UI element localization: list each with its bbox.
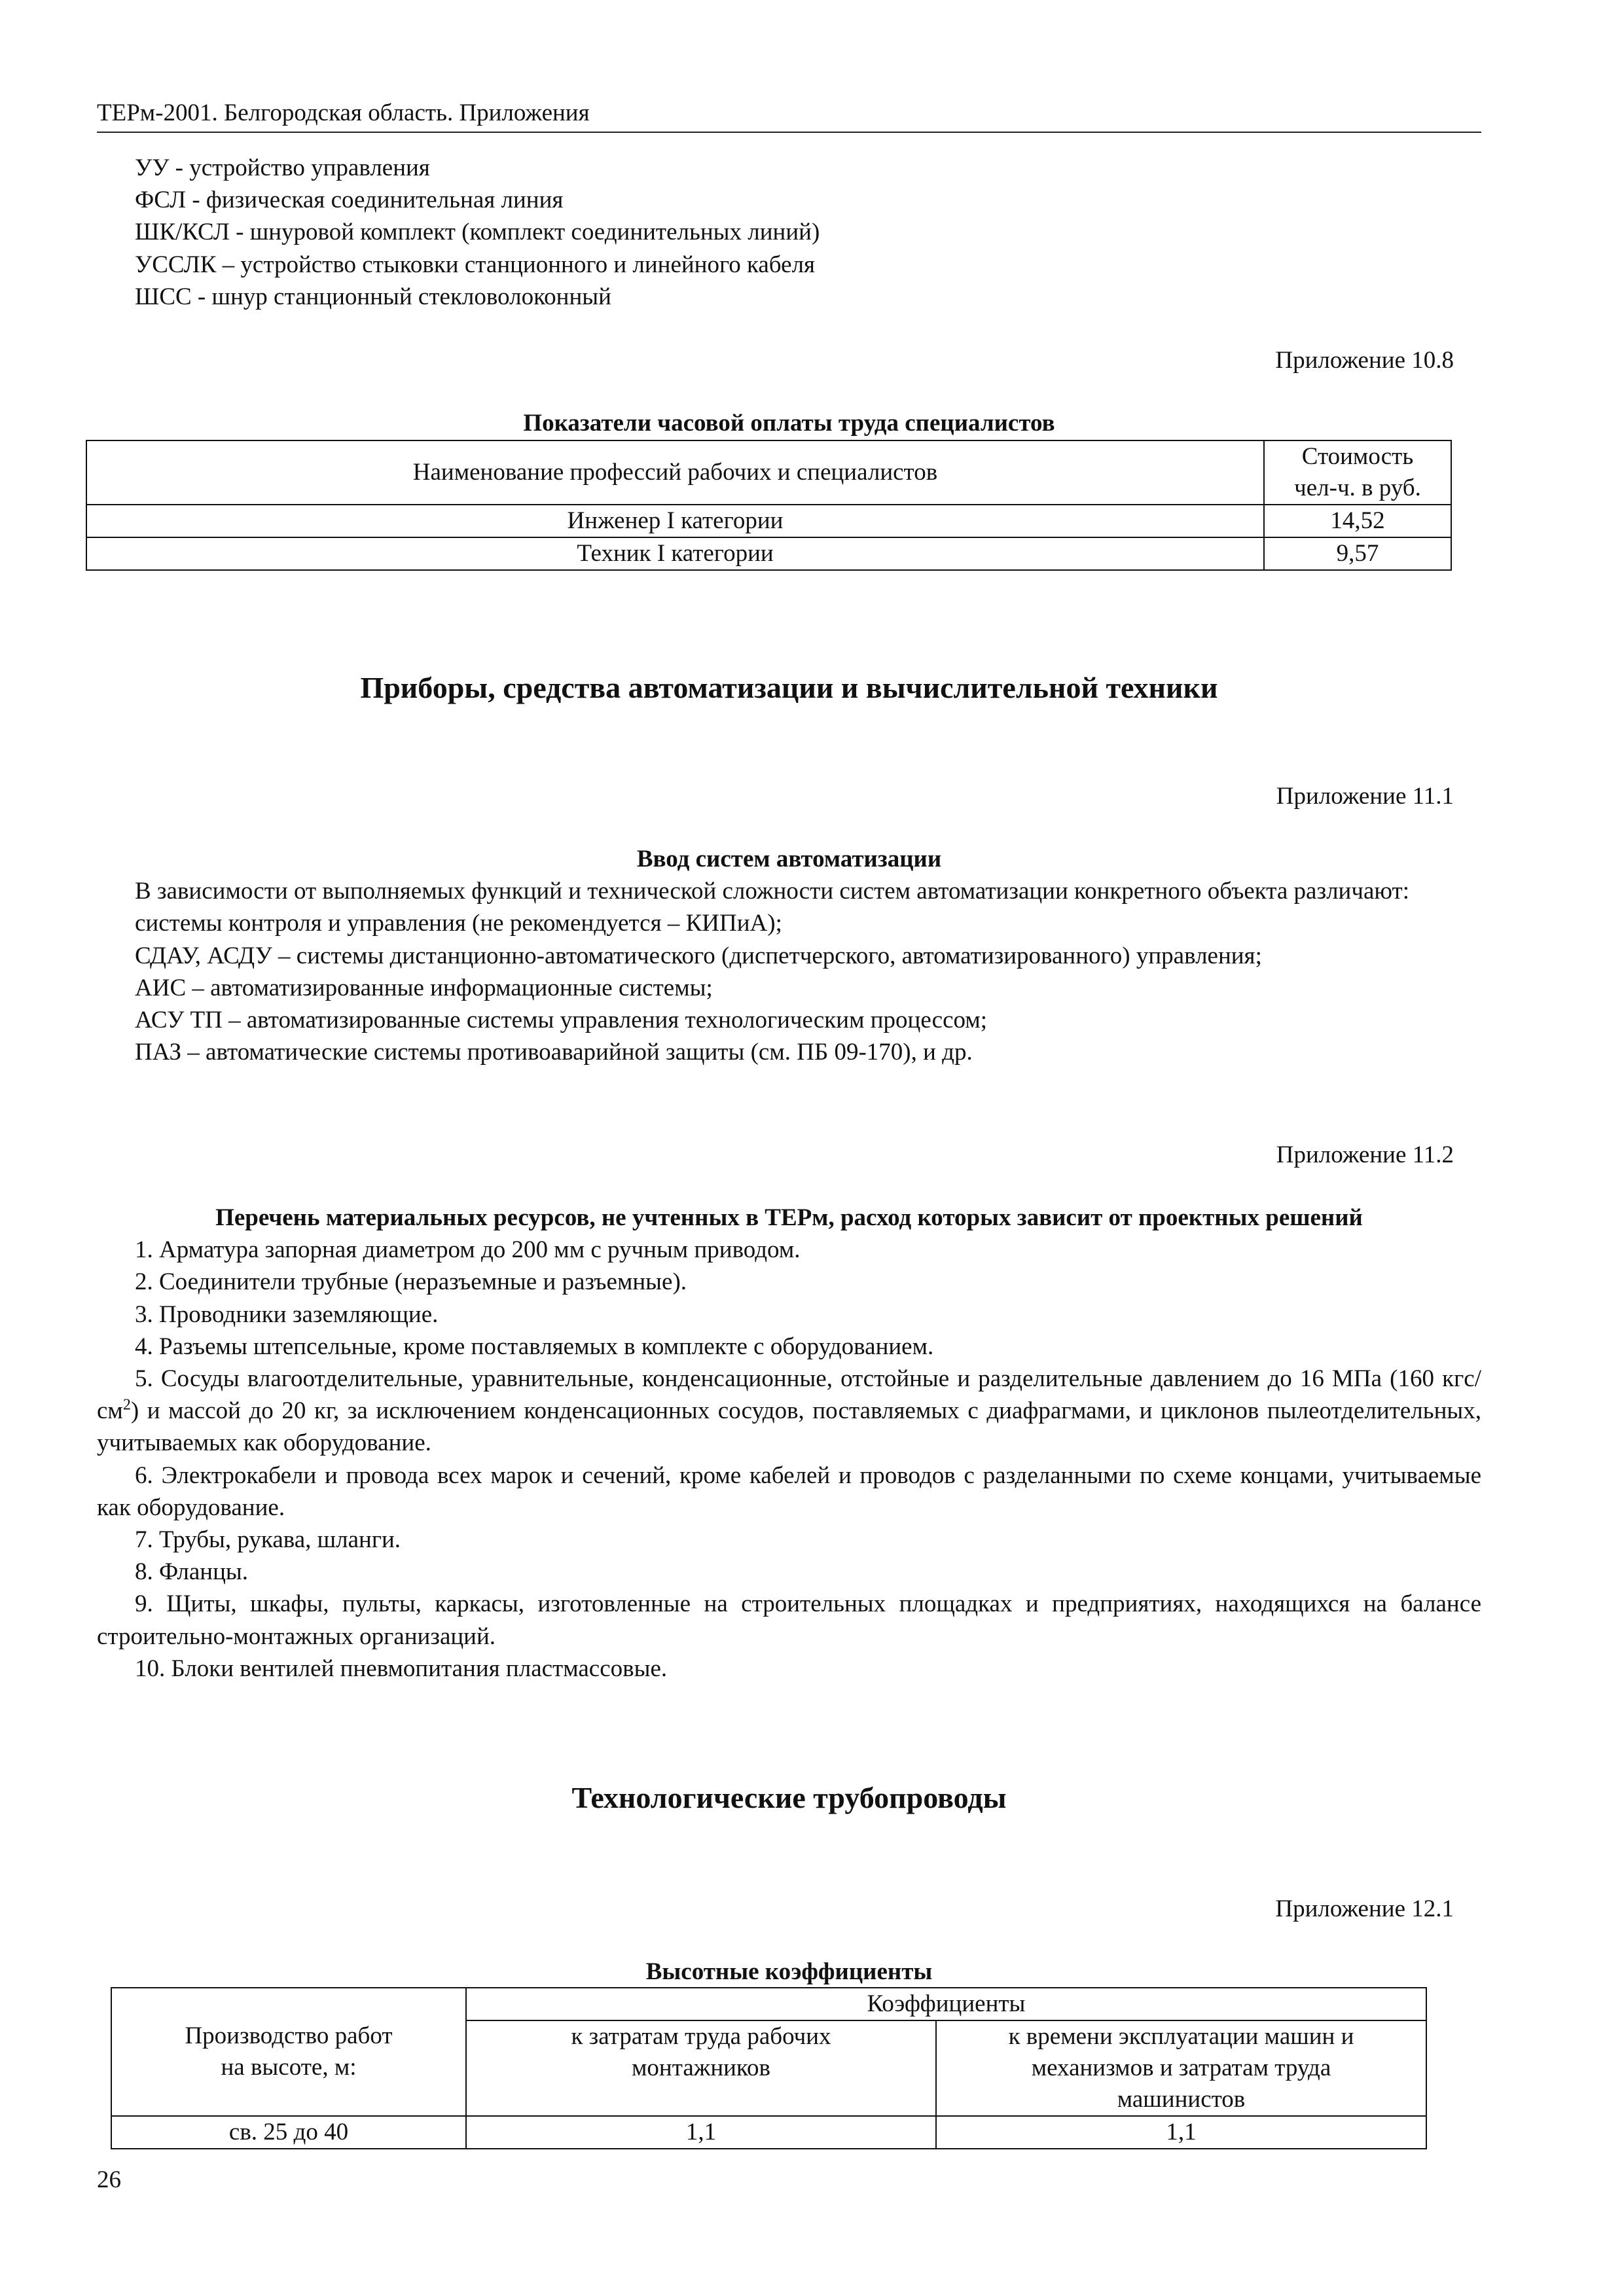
appendix-11-2: [97, 1139, 1481, 1171]
cost-header-line: Стоимость: [1301, 443, 1414, 470]
cost-header-line: чел-ч. в руб.: [1294, 475, 1421, 502]
appendix-label: Приложение 12.1: [1275, 1895, 1454, 1922]
column-header-cost: [1264, 440, 1451, 505]
section-heading-block: [97, 1748, 1481, 1848]
header-line: Производство работ: [185, 2022, 393, 2050]
list-item: 3. Проводники заземляющие.: [135, 1300, 439, 1328]
paragraph: В зависимости от выполняемых функций и технической сложности систем автоматизации конкретного объекта различают:: [135, 878, 1409, 905]
height-coefficients-table: [111, 1987, 1427, 2149]
section-title: Ввод систем автоматизации: [636, 846, 942, 872]
list-item: АСУ ТП – автоматизированные системы управления технологическим процессом;: [135, 1007, 988, 1034]
section-heading-block: [97, 637, 1481, 738]
header-line: к затратам труда рабочих: [571, 2023, 831, 2051]
appendix-label: Приложение 11.2: [1276, 1141, 1454, 1168]
list-item: АИС – автоматизированные информационные системы;: [135, 974, 713, 1001]
abbreviation-item: УУ - устройство управления: [135, 154, 430, 181]
machines-coefficient-cell: 1,1: [936, 2116, 1426, 2149]
appendix-12-1-title-block: [97, 1956, 1481, 1988]
abbreviation-item: УССЛК – устройство стыковки станционного и линейного кабеля: [135, 251, 816, 278]
appendix-10-8: [97, 344, 1481, 376]
table-row: [86, 537, 1451, 570]
list-item: [97, 1363, 1481, 1460]
table-row: [111, 2116, 1426, 2149]
table-row: [86, 505, 1451, 537]
list-item: ПАЗ – автоматические системы противоаварийной защиты (см. ПБ 09-170), и др.: [135, 1039, 973, 1066]
list-item: 6. Электрокабели и провода всех марок и сечений, кроме кабелей и проводов с разделанными по схеме концами, учитываемые как оборудование.: [97, 1462, 1481, 1521]
section-heading: Технологические трубопроводы: [571, 1781, 1007, 1814]
profession-cell: Инженер I категории: [86, 505, 1264, 537]
abbreviation-item: ШСС - шнур станционный стекловолоконный: [135, 283, 611, 310]
appendix-label: Приложение 11.1: [1276, 783, 1454, 810]
appendix-12-1: [97, 1893, 1481, 1925]
header-line: на высоте, м:: [221, 2054, 357, 2081]
header-line: механизмов и затратам труда: [1031, 2054, 1331, 2082]
appendix-label: Приложение 10.8: [1275, 347, 1454, 374]
header-line: к времени эксплуатации машин и: [1008, 2023, 1354, 2051]
list-item: СДАУ, АСДУ – системы дистанционно-автоматического (диспетчерского, автоматизированного) управления;: [135, 942, 1262, 969]
list-item: 1. Арматура запорная диаметром до 200 мм с ручным приводом.: [135, 1236, 801, 1264]
table-header-row: [111, 1988, 1426, 2020]
page-number: 26: [97, 2166, 121, 2193]
height-cell: св. 25 до 40: [111, 2116, 466, 2149]
column-header-machines: [936, 2020, 1426, 2116]
section-heading: Приборы, средства автоматизации и вычислительной техники: [360, 671, 1218, 704]
list-item: 4. Разъемы штепсельные, кроме поставляемых в комплекте с оборудованием.: [135, 1333, 934, 1360]
abbreviation-list: [97, 152, 1519, 313]
cost-cell: 14,52: [1264, 505, 1451, 537]
list-item: 10. Блоки вентилей пневмопитания пластмассовые.: [135, 1655, 668, 1682]
section-title: Перечень материальных ресурсов, не учтенных в ТЕРм, расход которых зависит от проектных решений: [215, 1204, 1363, 1231]
table-title: Высотные коэффициенты: [645, 1958, 933, 1985]
header-line: монтажников: [632, 2054, 770, 2082]
list-item: 9. Щиты, шкафы, пульты, каркасы, изготовленные на строительных площадках и предприятиях, находящихся на балансе строительно-монтажных организаций.: [97, 1590, 1481, 1650]
abbreviation-item: ФСЛ - физическая соединительная линия: [135, 187, 564, 214]
labor-coefficient-cell: 1,1: [466, 2116, 936, 2149]
appendix-11-1: [97, 780, 1481, 812]
table-title: Показатели часовой оплаты труда специалистов: [523, 410, 1055, 437]
appendix-10-8-title-block: [97, 407, 1481, 439]
superscript: 2: [122, 1396, 131, 1414]
abbreviation-item: ШК/КСЛ - шнуровой комплект (комплект соединительных линий): [135, 219, 820, 246]
table-header-row: [86, 440, 1451, 505]
list-item: 2. Соединители трубные (неразъемные и разъемные).: [135, 1268, 687, 1296]
item-5-text-b: ) и массой до 20 кг, за исключением конденсационных сосудов, поставляемых с диафрагмами, и циклонов пылеотделительных, учитываемых как оборудование.: [97, 1397, 1481, 1457]
column-header-height: [111, 1988, 466, 2116]
list-item: 8. Фланцы.: [135, 1558, 248, 1586]
appendix-11-2-body: [97, 1202, 1481, 1685]
profession-cell: Техник I категории: [86, 537, 1264, 570]
column-header-profession: Наименование профессий рабочих и специалистов: [86, 440, 1264, 505]
cost-cell: 9,57: [1264, 537, 1451, 570]
list-item: системы контроля и управления (не рекомендуется – КИПиА);: [135, 910, 782, 937]
item-5-text-a: 5. Сосуды влагоотделительные, уравнительные, конденсационные, отстойные и разделительные давлением до 16 МПа (160 кгс/см: [97, 1365, 1481, 1425]
header-line: машинистов: [1117, 2086, 1246, 2113]
hourly-pay-table: [86, 440, 1452, 571]
column-header-labor: [466, 2020, 936, 2116]
appendix-11-1-body: [97, 843, 1481, 1068]
column-group-header: Коэффициенты: [466, 1988, 1426, 2020]
running-header: ТЕРм-2001. Белгородская область. Приложения: [97, 97, 1481, 133]
list-item: 7. Трубы, рукава, шланги.: [135, 1526, 401, 1554]
